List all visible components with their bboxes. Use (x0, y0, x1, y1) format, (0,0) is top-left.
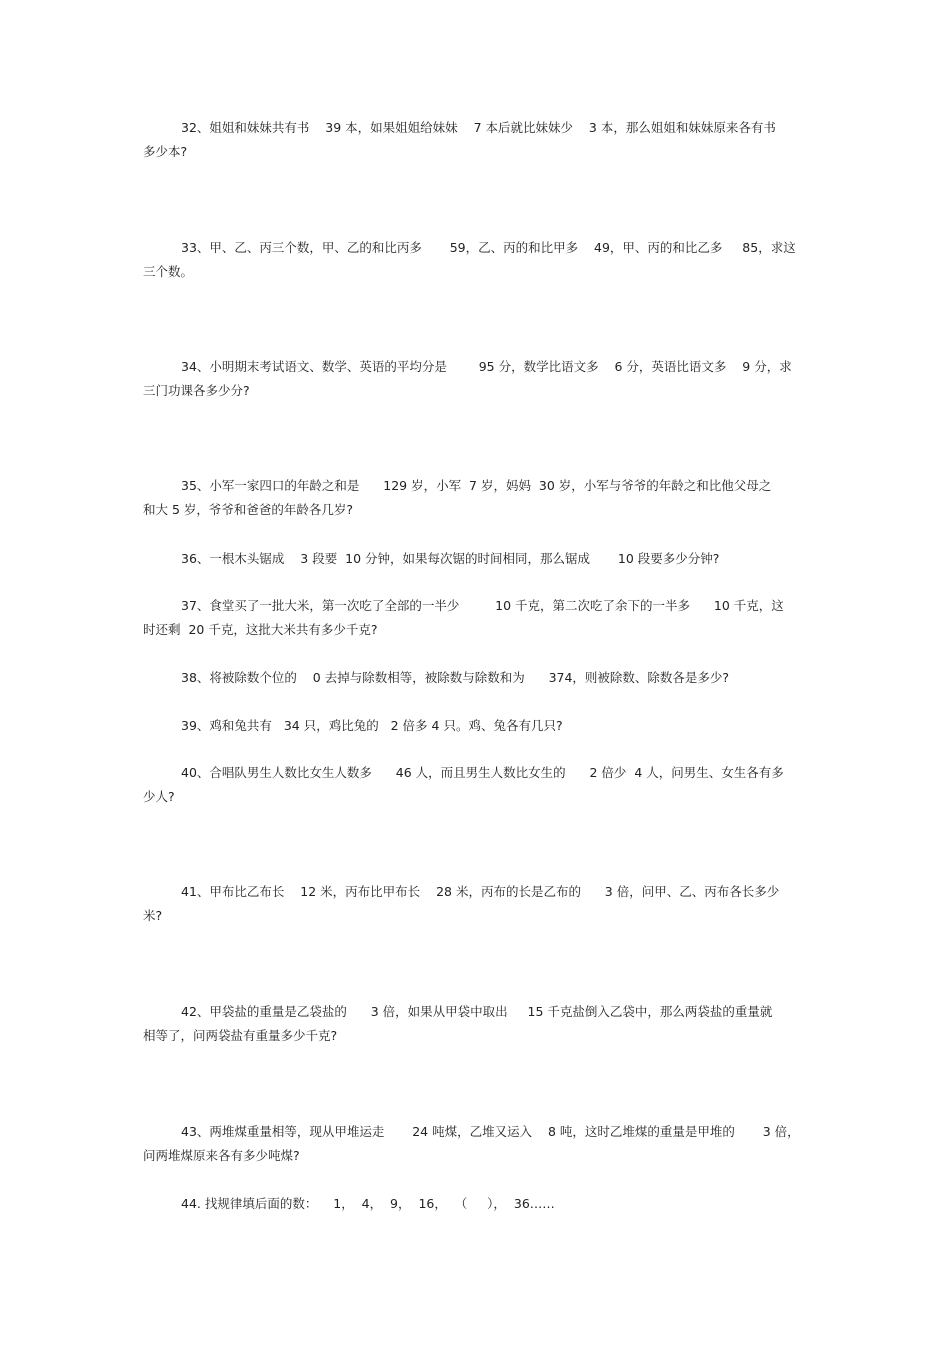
question-text-line: 多少本? (143, 144, 188, 159)
question-37 (143, 594, 811, 642)
question-32 (143, 116, 811, 164)
question-text-line: 32、姐姐和妹妹共有书 39 本，如果姐姐给妹妹 7 本后就比妹妹少 3 本，那么姐姐和妹妹原来各有书 (181, 120, 776, 135)
question-text-line: 38、将被除数个位的 0 去掉与除数相等，被除数与除数和为 374，则被除数、除数各是多少? (181, 670, 730, 685)
question-text-line: 三门功课各多少分? (143, 383, 250, 398)
question-text-line: 42、甲袋盐的重量是乙袋盐的 3 倍，如果从甲袋中取出 15 千克盐倒入乙袋中，那么两袋盐的重量就 (181, 1004, 773, 1019)
question-text-line: 44. 找规律填后面的数： 1， 4， 9， 16， （ ）， 36…… (181, 1196, 555, 1211)
question-39 (143, 714, 811, 738)
question-42 (143, 1000, 811, 1048)
question-text-line: 时还剩 20 千克，这批大米共有多少千克? (143, 622, 378, 637)
question-text-line: 米? (143, 908, 163, 923)
question-35 (143, 474, 811, 522)
question-text-line: 40、合唱队男生人数比女生人数多 46 人，而且男生人数比女生的 2 倍少 4 人，问男生、女生各有多 (181, 765, 784, 780)
question-33 (143, 236, 811, 284)
question-text-line: 三个数。 (143, 264, 194, 279)
question-40 (143, 761, 811, 809)
question-41 (143, 880, 811, 928)
question-text-line: 33、甲、乙、丙三个数，甲、乙的和比丙多 59，乙、丙的和比甲多 49，甲、丙的和比乙多 85，求这 (181, 240, 796, 255)
question-text-line: 41、甲布比乙布长 12 米，丙布比甲布长 28 米，丙布的长是乙布的 3 倍，问甲、乙、丙布各长多少 (181, 884, 780, 899)
question-38 (143, 666, 811, 690)
question-text-line: 37、食堂买了一批大米，第一次吃了全部的一半少 10 千克，第二次吃了余下的一半多 10 千克，这 (181, 598, 784, 613)
question-44 (143, 1192, 811, 1216)
question-text-line: 36、一根木头锯成 3 段要 10 分钟，如果每次锯的时间相同，那么锯成 10 段要多少分钟? (181, 551, 720, 566)
question-text-line: 少人? (143, 789, 175, 804)
question-text-line: 39、鸡和兔共有 34 只，鸡比兔的 2 倍多 4 只。鸡、兔各有几只? (181, 718, 563, 733)
question-text-line: 相等了，问两袋盐有重量多少千克? (143, 1028, 338, 1043)
question-text-line: 43、两堆煤重量相等，现从甲堆运走 24 吨煤，乙堆又运入 8 吨，这时乙堆煤的重量是甲堆的 3 倍， (181, 1124, 800, 1139)
question-text-line: 和大 5 岁，爷爷和爸爸的年龄各几岁? (143, 502, 354, 517)
question-text-line: 35、小军一家四口的年龄之和是 129 岁，小军 7 岁，妈妈 30 岁，小军与爷爷的年龄之和比他父母之 (181, 478, 772, 493)
question-43 (143, 1120, 811, 1168)
question-36 (143, 547, 811, 571)
question-34 (143, 355, 811, 403)
question-text-line: 34、小明期末考试语文、数学、英语的平均分是 95 分，数学比语文多 6 分，英语比语文多 9 分，求 (181, 359, 792, 374)
question-text-line: 问两堆煤原来各有多少吨煤? (143, 1148, 300, 1163)
